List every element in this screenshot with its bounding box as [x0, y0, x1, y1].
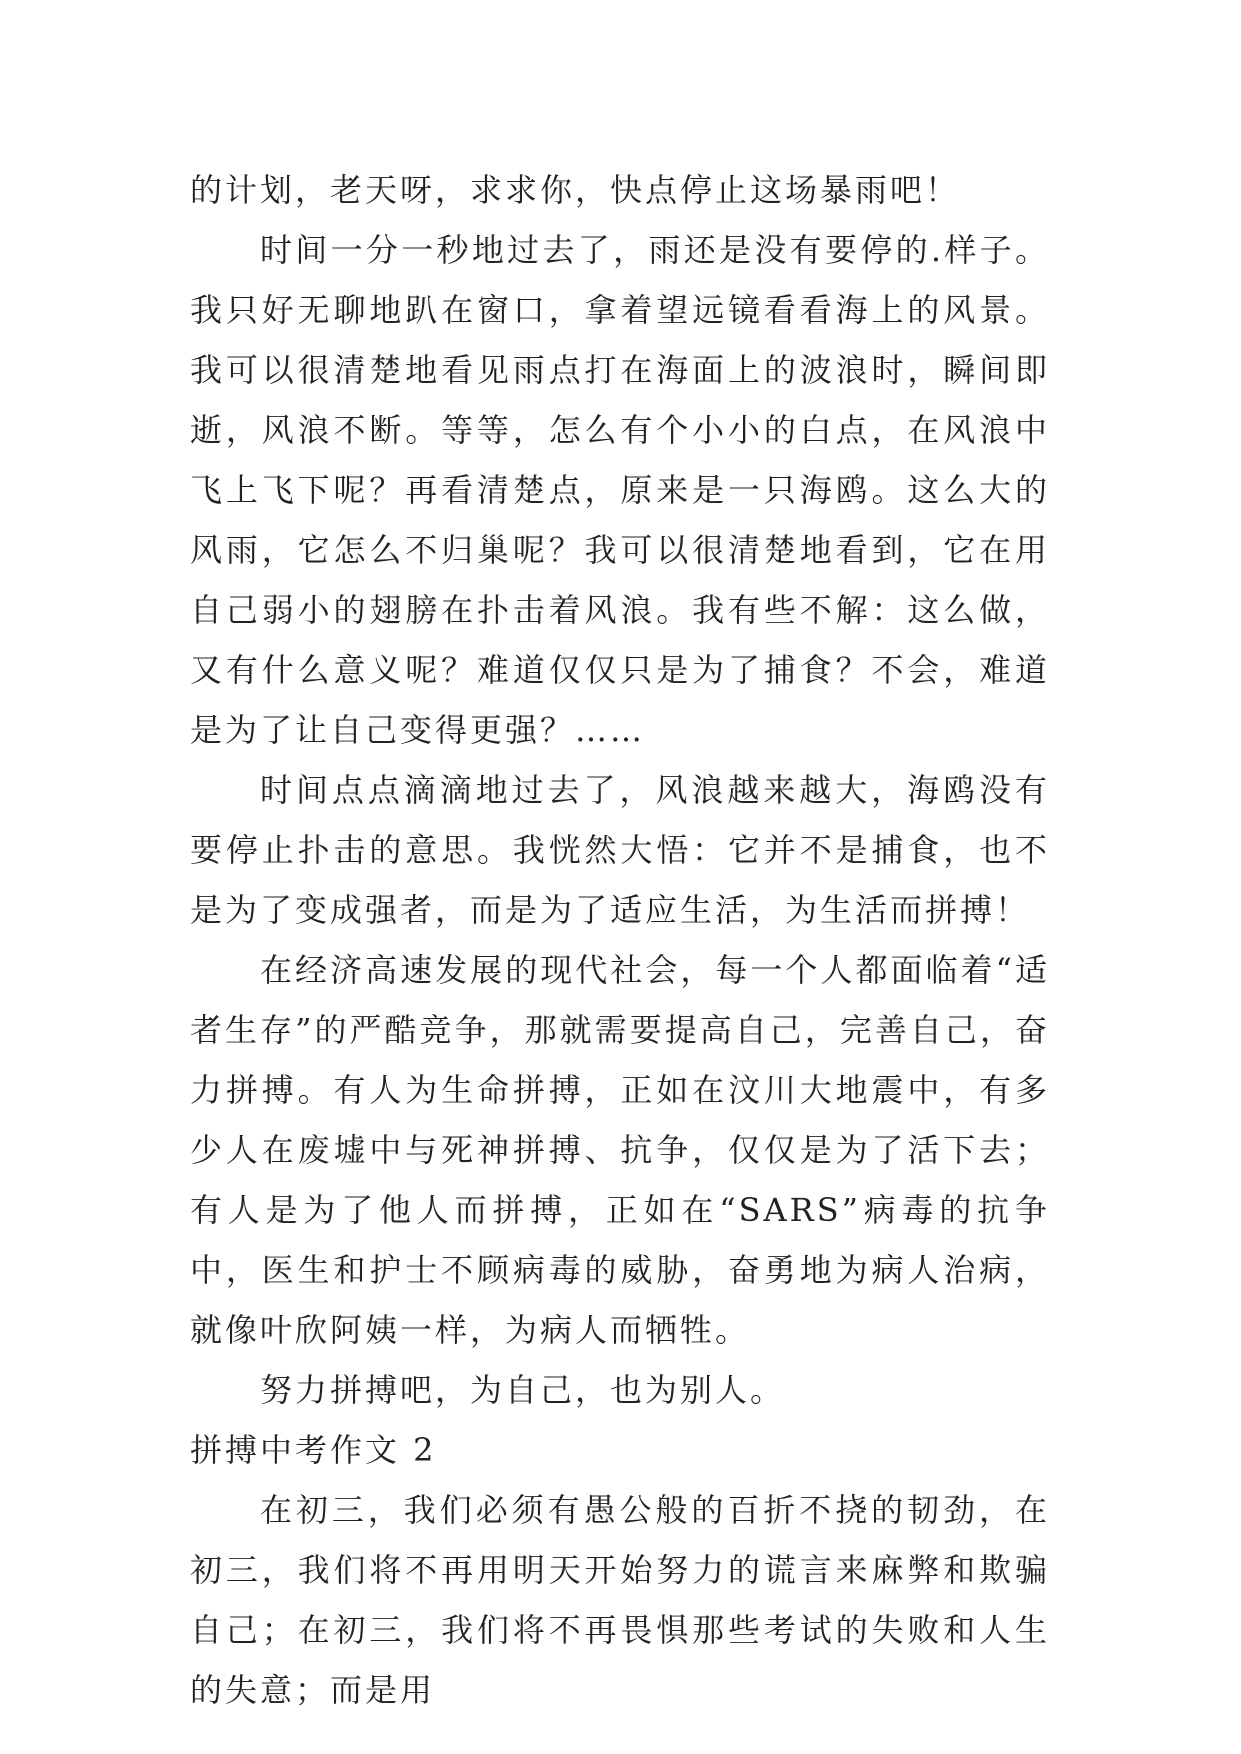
paragraph-6: 在初三，我们必须有愚公般的百折不挠的韧劲，在初三，我们将不再用明天开始努力的谎言来麻弊和欺骗自己；在初三，我们将不再畏惧那些考试的失败和人生的失意；而是用 [190, 1491, 1050, 1709]
section-heading: 拼搏中考作文 2 [190, 1431, 437, 1469]
paragraph-2: 时间一分一秒地过去了，雨还是没有要停的.样子。我只好无聊地趴在窗口，拿着望远镜看看海上的风景。我可以很清楚地看见雨点打在海面上的波浪时，瞬间即逝，风浪不断。等等，怎么有个小小的白点，在风浪中飞上飞下呢？再看清楚点，原来是一只海鸥。这么大的风雨，它怎么不归巢呢？我可以很清楚地看到，它在用自己弱小的翅膀在扑击着风浪。我有些不解：这么做，又有什么意义呢？难道仅仅只是为了捕食？不会，难道是为了让自己变得更强？…… [190, 231, 1050, 749]
paragraph-4: 在经济高速发展的现代社会，每一个人都面临着“适者生存”的严酷竞争，那就需要提高自己，完善自己，奋力拼搏。有人为生命拼搏，正如在汶川大地震中，有多少人在废墟中与死神拼搏、抗争，仅仅是为了活下去；有人是为了他人而拼搏，正如在“SARS”病毒的抗争中，医生和护士不顾病毒的威胁，奋勇地为病人治病，就像叶欣阿姨一样，为病人而牺牲。 [190, 951, 1050, 1349]
paragraph-3: 时间点点滴滴地过去了，风浪越来越大，海鸥没有要停止扑击的意思。我恍然大悟：它并不是捕食，也不是为了变成强者，而是为了适应生活，为生活而拼搏！ [190, 771, 1050, 929]
paragraph-5: 努力拼搏吧，为自己，也为别人。 [260, 1371, 786, 1409]
paragraph-1: 的计划，老天呀，求求你，快点停止这场暴雨吧！ [190, 171, 961, 209]
document-body [190, 160, 1050, 1720]
